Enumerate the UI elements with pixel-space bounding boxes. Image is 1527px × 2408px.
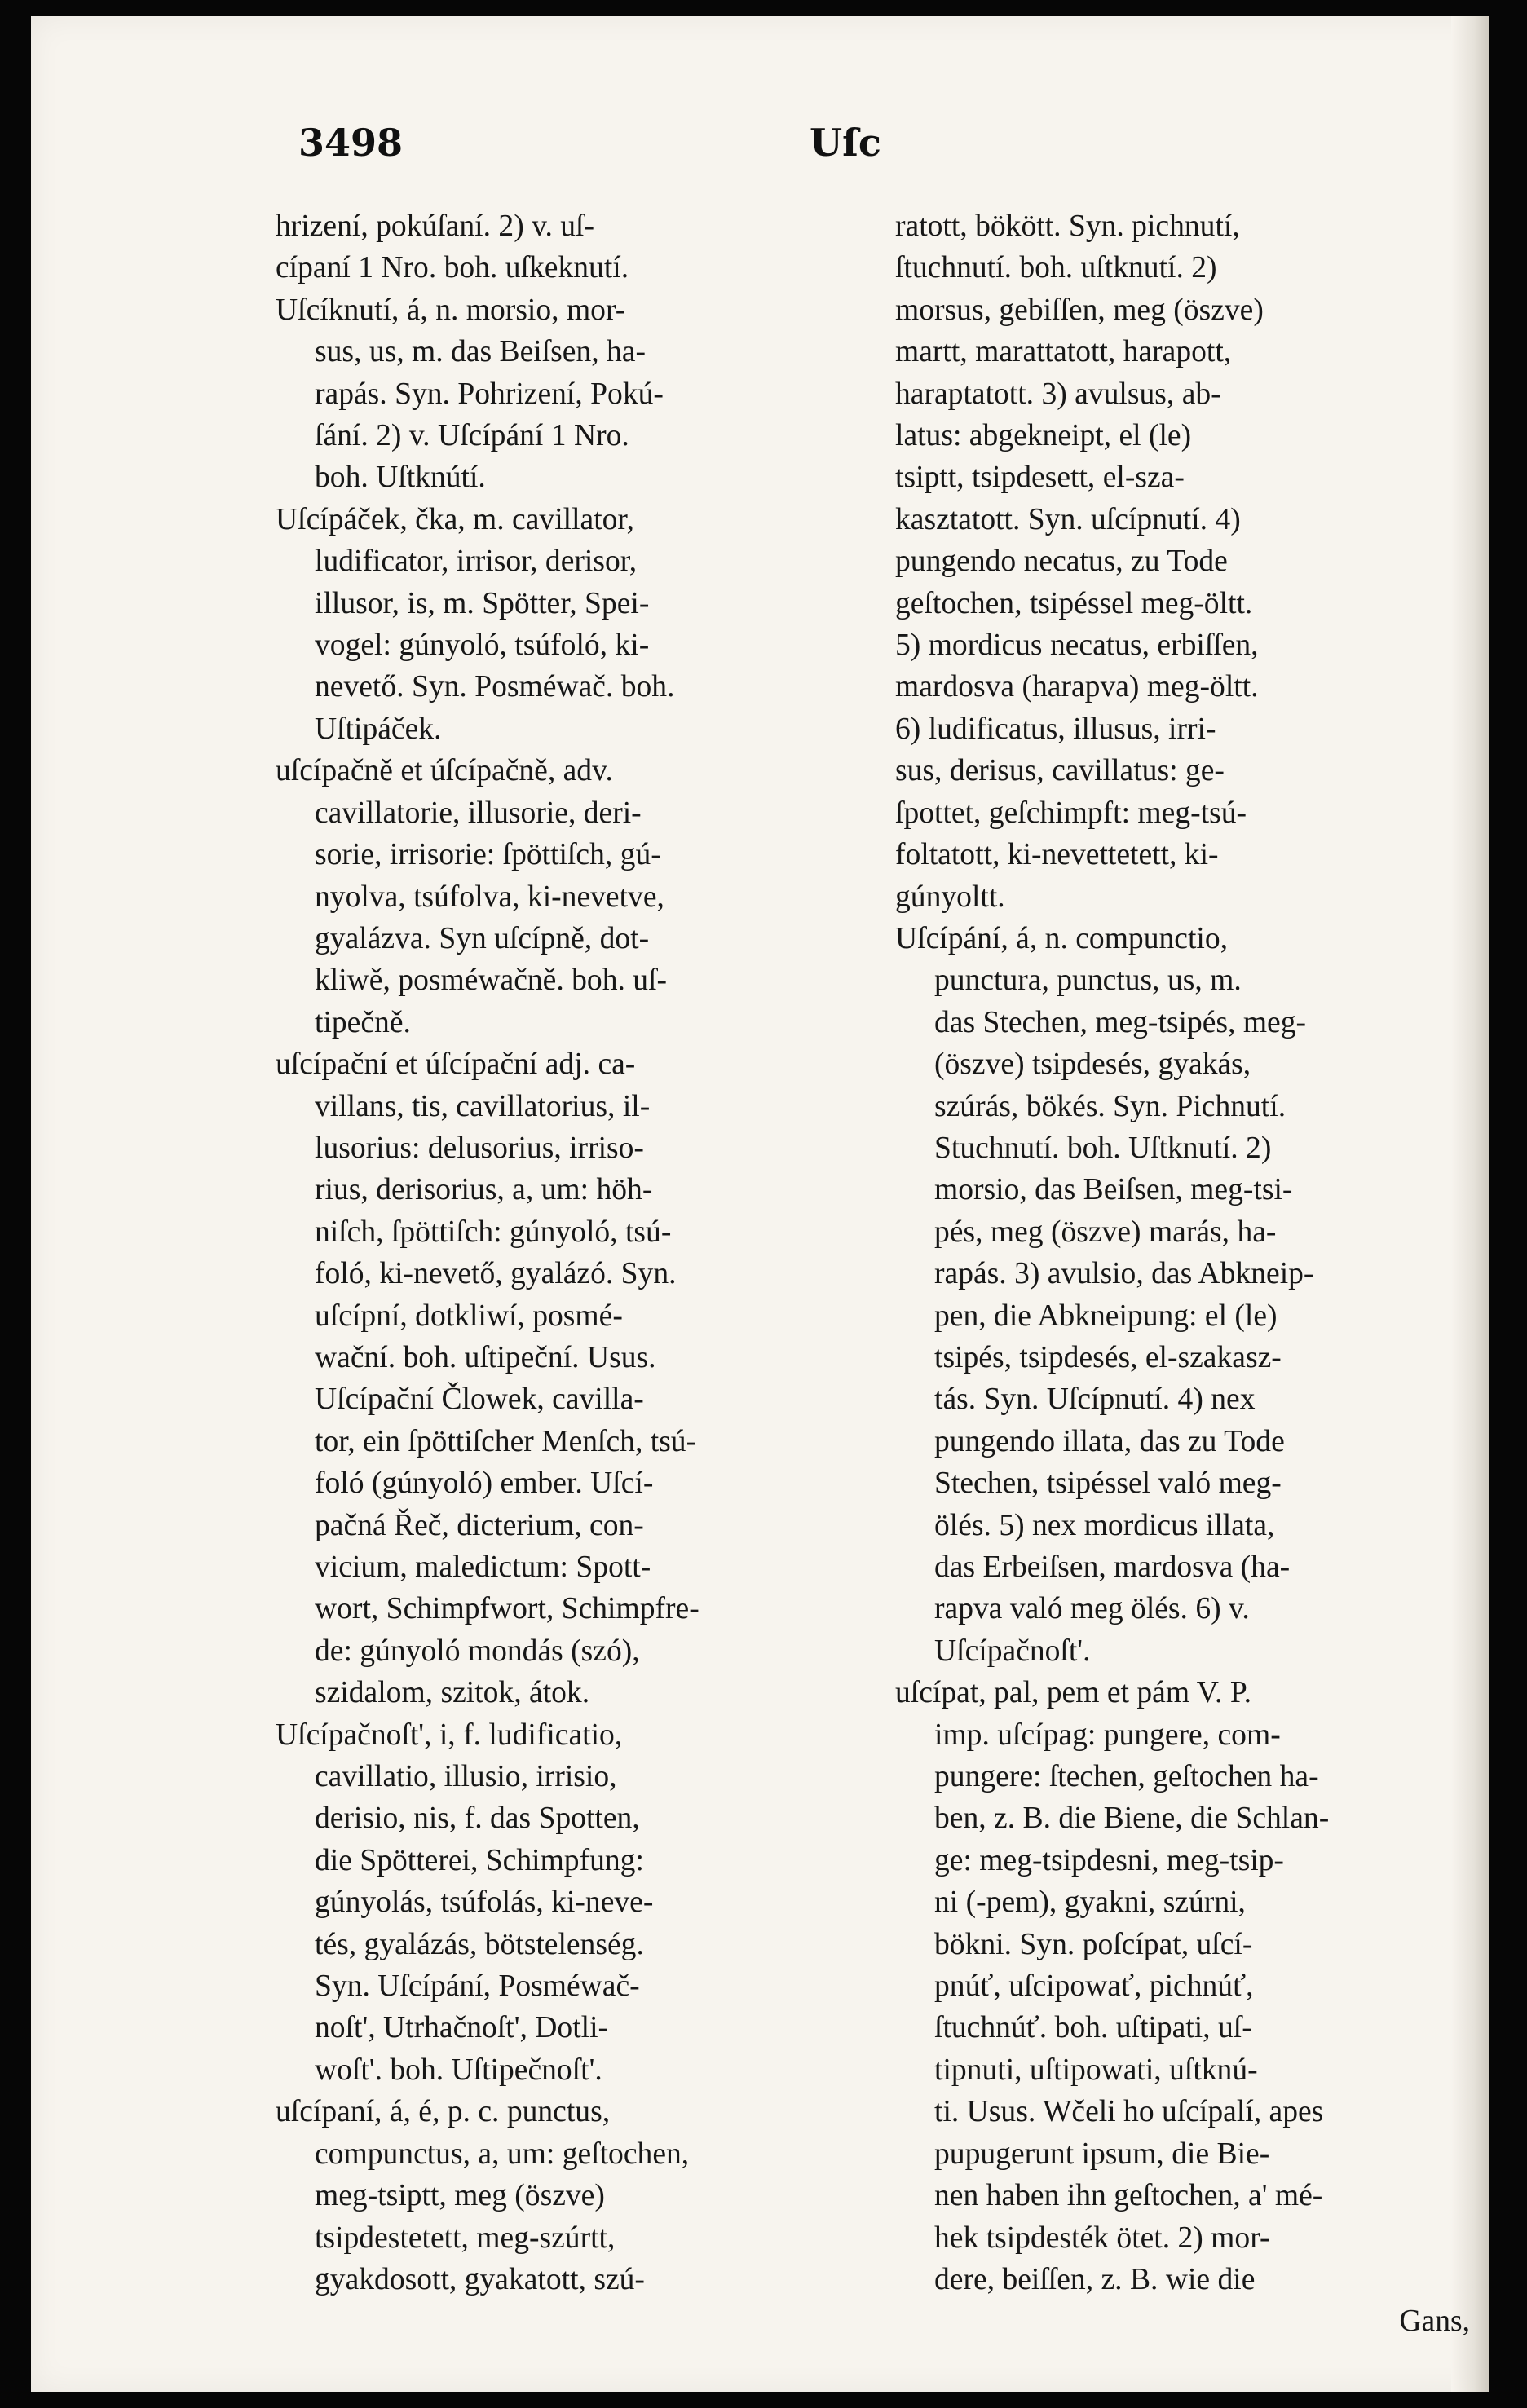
dictionary-entry xyxy=(895,918,1470,1672)
entry-line: uſcípat, pal, pem et pám V. P. xyxy=(895,1676,1251,1710)
entry-line: wační. boh. uſtipeční. Usus. xyxy=(315,1340,656,1374)
entry-line: das Erbeiſsen, mardosva (ha- xyxy=(934,1550,1291,1584)
entry-line: Gans, xyxy=(1399,2304,1470,2339)
entry-line: Stechen, tsipéssel való meg- xyxy=(934,1466,1282,1501)
entry-line: hrizení, pokúſaní. 2) v. uſ- xyxy=(276,209,594,243)
entry-line: tor, ein ſpöttiſcher Menſch, tsú- xyxy=(315,1424,697,1458)
entry-line: gúnyolás, tsúfolás, ki-neve- xyxy=(315,1885,654,1920)
dictionary-entry xyxy=(276,289,875,499)
entry-line: Uſcípační Člowek, cavilla- xyxy=(315,1383,644,1417)
entry-line: szúrás, bökés. Syn. Pichnutí. xyxy=(934,1089,1286,1123)
right-column xyxy=(895,205,1470,2343)
entry-line: uſcípaní, á, é, p. c. punctus, xyxy=(276,2095,611,2129)
entry-line: pen, die Abkneipung: el (le) xyxy=(934,1299,1278,1333)
page-number: 3498 xyxy=(298,121,404,165)
entry-line: ſtuchnutí. boh. uſtknutí. 2) xyxy=(895,251,1217,285)
entry-line: niſch, ſpöttiſch: gúnyoló, tsú- xyxy=(315,1215,672,1249)
dictionary-entry xyxy=(276,499,875,750)
entry-line: Uſtipáček. xyxy=(315,712,442,746)
entry-line: tsiptt, tsipdesett, el-sza- xyxy=(895,461,1185,495)
dictionary-entry xyxy=(895,205,1470,918)
entry-line: latus: abgekneipt, el (le) xyxy=(895,419,1192,453)
entry-line: gyalázva. Syn uſcípně, dot- xyxy=(315,921,650,955)
entry-line: Uſcípáček, čka, m. cavillator, xyxy=(276,502,634,536)
entry-line: pungere: ſtechen, geſtochen ha- xyxy=(934,1760,1319,1794)
entry-line: tás. Syn. Uſcípnutí. 4) nex xyxy=(934,1383,1256,1417)
entry-line: pungendo illata, das zu Tode xyxy=(934,1424,1285,1458)
entry-line: punctura, punctus, us, m. xyxy=(934,964,1242,998)
entry-line: vogel: gúnyoló, tsúfoló, ki- xyxy=(315,628,650,663)
entry-line: kasztatott. Syn. uſcípnutí. 4) xyxy=(895,502,1241,536)
entry-line: dere, beiſſen, z. B. wie die xyxy=(934,2262,1256,2296)
entry-line: rapás. Syn. Pohrizení, Pokú- xyxy=(315,377,664,411)
entry-line: foló, ki-nevető, gyalázó. Syn. xyxy=(315,1257,677,1291)
entry-line: Syn. Uſcípání, Posméwač- xyxy=(315,1969,640,2004)
entry-line: 5) mordicus necatus, erbiſſen, xyxy=(895,628,1259,663)
entry-line: woſt'. boh. Uſtipečnoſt'. xyxy=(315,2053,602,2087)
entry-line: nen haben ihn geſtochen, a' mé- xyxy=(934,2179,1323,2213)
entry-line: Uſcíknutí, á, n. morsio, mor- xyxy=(276,293,626,327)
entry-line: nevető. Syn. Posméwač. boh. xyxy=(315,670,675,704)
entry-line: cavillatorie, illusorie, deri- xyxy=(315,796,642,830)
entry-line: rapás. 3) avulsio, das Abkneip- xyxy=(934,1257,1314,1291)
entry-line: de: gúnyoló mondás (szó), xyxy=(315,1634,640,1668)
entry-line: haraptatott. 3) avulsus, ab- xyxy=(895,377,1221,411)
dictionary-page xyxy=(31,16,1489,2392)
entry-line: noſt', Utrhačnoſt', Dotli- xyxy=(315,2011,609,2045)
entry-line: boh. Uſtknútí. xyxy=(315,461,486,495)
entry-line: vicium, maledictum: Spott- xyxy=(315,1550,651,1584)
entry-line: tipečně. xyxy=(315,1005,411,1039)
entry-line: pačná Řeč, dicterium, con- xyxy=(315,1508,644,1542)
entry-line: uſcípačně et úſcípačně, adv. xyxy=(276,754,613,788)
entry-line: meg-tsiptt, meg (öszve) xyxy=(315,2179,605,2213)
entry-line: foltatott, ki-nevettetett, ki- xyxy=(895,838,1219,872)
entry-line: (öszve) tsipdesés, gyakás, xyxy=(934,1047,1251,1082)
entry-line: pnúť, uſcipowať, pichnúť, xyxy=(934,1969,1254,2004)
entry-line: tipnuti, uſtipowati, uſtknú- xyxy=(934,2053,1258,2087)
entry-line: compunctus, a, um: geſtochen, xyxy=(315,2137,690,2171)
entry-line: lusorius: delusorius, irriso- xyxy=(315,1131,644,1165)
entry-line: pés, meg (öszve) marás, ha- xyxy=(934,1215,1277,1249)
left-column xyxy=(276,205,875,2300)
entry-line: morsio, das Beiſsen, meg-tsi- xyxy=(934,1173,1293,1207)
entry-line: ni (-pem), gyakni, szúrni, xyxy=(934,1885,1246,1920)
entry-line: Uſcípání, á, n. compunctio, xyxy=(895,921,1229,955)
entry-line: hek tsipdesték ötet. 2) mor- xyxy=(934,2221,1270,2255)
entry-line: rapva való meg ölés. 6) v. xyxy=(934,1592,1250,1626)
entry-line: ſpottet, geſchimpft: meg-tsú- xyxy=(895,796,1247,830)
entry-line: martt, marattatott, harapott, xyxy=(895,335,1232,369)
entry-line: nyolva, tsúfolva, ki-nevetve, xyxy=(315,880,664,914)
entry-line: sus, derisus, cavillatus: ge- xyxy=(895,754,1225,788)
entry-line: wort, Schimpfwort, Schimpfre- xyxy=(315,1592,700,1626)
entry-line: villans, tis, cavillatorius, il- xyxy=(315,1089,651,1123)
entry-line: ölés. 5) nex mordicus illata, xyxy=(934,1508,1275,1542)
dictionary-entry xyxy=(895,1672,1470,2343)
entry-line: Stuchnutí. boh. Uſtknutí. 2) xyxy=(934,1131,1272,1165)
entry-line: sorie, irrisorie: ſpöttiſch, gú- xyxy=(315,838,661,872)
entry-line: gyakdosott, gyakatott, szú- xyxy=(315,2262,645,2296)
entry-line: szidalom, szitok, átok. xyxy=(315,1676,590,1710)
entry-line: sus, us, m. das Beiſsen, ha- xyxy=(315,335,647,369)
entry-line: cípaní 1 Nro. boh. uſkeknutí. xyxy=(276,251,629,285)
dictionary-entry xyxy=(276,1043,875,1714)
entry-line: das Stechen, meg-tsipés, meg- xyxy=(934,1005,1307,1039)
dictionary-entry xyxy=(276,2091,875,2300)
dictionary-entry xyxy=(276,750,875,1043)
entry-line: gúnyoltt. xyxy=(895,880,1005,914)
entry-line: mardosva (harapva) meg-öltt. xyxy=(895,670,1259,704)
dictionary-entry xyxy=(276,1714,875,2092)
entry-line: tsipdestetett, meg-szúrtt, xyxy=(315,2221,616,2255)
entry-line: morsus, gebiſſen, meg (öszve) xyxy=(895,293,1264,327)
page-header xyxy=(276,121,1309,186)
entry-line: ſání. 2) v. Uſcípání 1 Nro. xyxy=(315,419,629,453)
entry-line: tés, gyalázás, bötstelenség. xyxy=(315,1927,644,1961)
entry-line: geſtochen, tsipéssel meg-öltt. xyxy=(895,586,1253,620)
entry-line: tsipés, tsipdesés, el-szakasz- xyxy=(934,1340,1282,1374)
entry-line: ſtuchnúť. boh. uſtipati, uſ- xyxy=(934,2011,1252,2045)
entry-line: bökni. Syn. poſcípat, uſcí- xyxy=(934,1927,1253,1961)
entry-line: derisio, nis, f. das Spotten, xyxy=(315,1802,640,1836)
entry-line: ludificator, irrisor, derisor, xyxy=(315,545,638,579)
entry-line: foló (gúnyoló) ember. Uſcí- xyxy=(315,1466,654,1501)
entry-line: Uſcípačnoſt'. xyxy=(934,1634,1091,1668)
running-head: Uſc xyxy=(810,121,881,165)
entry-line: kliwě, posméwačně. boh. uſ- xyxy=(315,964,668,998)
entry-line: rius, derisorius, a, um: höh- xyxy=(315,1173,653,1207)
dictionary-entry xyxy=(276,205,875,289)
entry-line: illusor, is, m. Spötter, Spei- xyxy=(315,586,650,620)
entry-line: pungendo necatus, zu Tode xyxy=(895,545,1228,579)
entry-line: ti. Usus. Wčeli ho uſcípalí, apes xyxy=(934,2095,1324,2129)
entry-line: pupugerunt ipsum, die Bie- xyxy=(934,2137,1270,2171)
entry-line: uſcípační et úſcípační adj. ca- xyxy=(276,1047,636,1082)
entry-line: ratott, bökött. Syn. pichnutí, xyxy=(895,209,1240,243)
entry-line: die Spötterei, Schimpfung: xyxy=(315,1843,644,1877)
entry-line: Uſcípačnoſt', i, f. ludificatio, xyxy=(276,1718,623,1752)
entry-line: ben, z. B. die Biene, die Schlan- xyxy=(934,1802,1330,1836)
entry-line: imp. uſcípag: pungere, com- xyxy=(934,1718,1281,1752)
entry-line: ge: meg-tsipdesni, meg-tsip- xyxy=(934,1843,1284,1877)
entry-line: uſcípní, dotkliwí, posmé- xyxy=(315,1299,623,1333)
entry-line: 6) ludificatus, illusus, irri- xyxy=(895,712,1216,746)
entry-line: cavillatio, illusio, irrisio, xyxy=(315,1760,617,1794)
